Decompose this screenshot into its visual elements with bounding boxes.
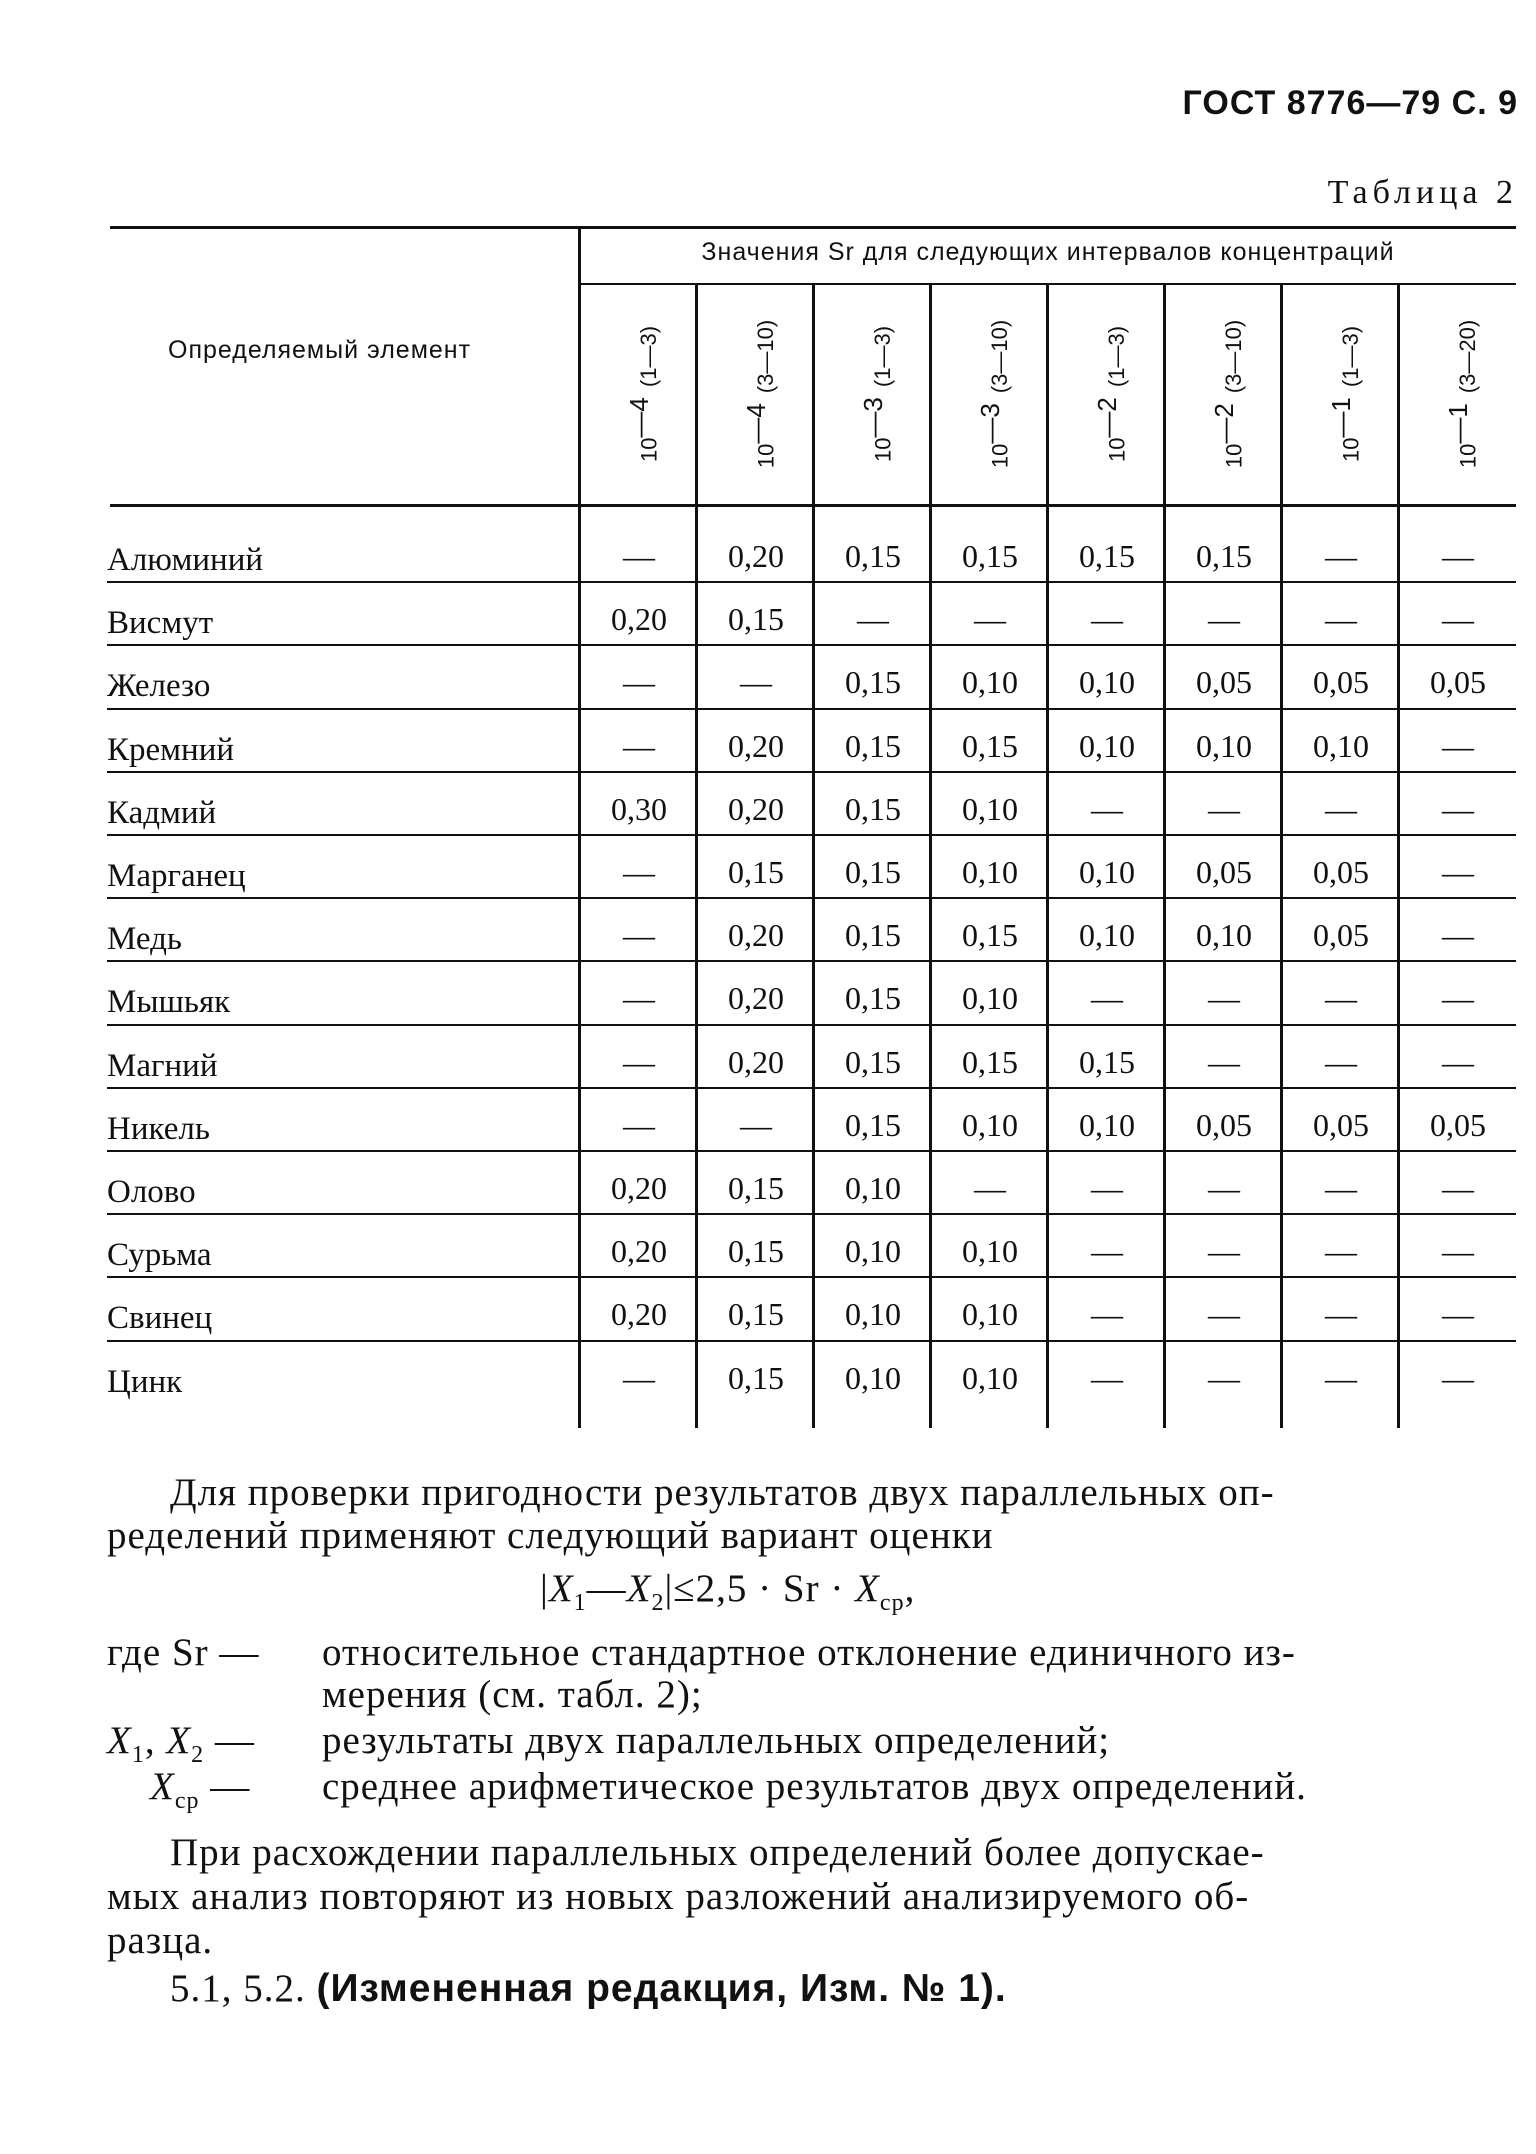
sr-value-cell: 0,20 [611, 1170, 667, 1206]
sr-value-cell: 0,15 [962, 727, 1018, 764]
sr-value-cell: — [623, 1106, 655, 1143]
sr-value-cell: 0,10 [1079, 727, 1135, 764]
sr-value-cell: 0,10 [845, 1233, 901, 1270]
row-separator [107, 1213, 1516, 1215]
sr-value-cell: — [1442, 1233, 1474, 1270]
definition-xcp-text: среднее арифметическое результатов двух определений. [322, 1765, 1307, 1808]
sr-value-cell: — [1325, 1233, 1357, 1270]
sr-value-cell: 0,15 [845, 664, 901, 701]
sr-value-cell: — [1091, 1296, 1123, 1333]
sr-value-cell: 0,20 [728, 538, 784, 574]
sr-value-cell: 0,15 [728, 854, 784, 890]
column-divider [1163, 285, 1166, 1428]
row-separator [107, 834, 1516, 836]
sr-value-cell: 0,15 [728, 601, 784, 638]
sr-value-cell: — [1208, 1170, 1240, 1206]
sr-value-cell: — [1091, 1359, 1123, 1396]
row-separator [107, 581, 1516, 583]
sr-value-cell: 0,20 [728, 727, 784, 764]
sr-value-cell: — [1442, 854, 1474, 890]
sr-value-cell: 0,15 [845, 538, 901, 574]
sr-value-cell: — [1442, 917, 1474, 954]
sr-value-cell: 0,20 [611, 1233, 667, 1270]
element-name: Сурьма [107, 1237, 212, 1274]
sr-value-cell: 0,15 [845, 727, 901, 764]
sr-value-cell: 0,05 [1196, 854, 1252, 890]
column-divider [1280, 285, 1283, 1428]
row-separator [107, 1087, 1516, 1089]
sr-value-cell: 0,10 [1079, 664, 1135, 701]
table-title: Таблица 2 [1327, 174, 1518, 211]
sr-value-cell: 0,15 [845, 854, 901, 890]
element-name: Кремний [107, 731, 235, 768]
amendment-note: 5.1, 5.2. (Измененная редакция, Изм. № 1). [170, 1967, 1007, 2010]
sr-value-cell: 0,10 [1196, 727, 1252, 764]
element-column-divider [578, 228, 581, 1428]
sr-value-cell: — [623, 854, 655, 890]
sr-value-cell: — [740, 664, 772, 701]
sr-value-cell: — [1091, 980, 1123, 1017]
sr-value-cell: 0,10 [962, 1106, 1018, 1143]
sr-value-cell: 0,05 [1196, 1106, 1252, 1143]
sr-value-cell: — [1325, 790, 1357, 827]
document-header: ГОСТ 8776—79 С. 9 [1182, 84, 1518, 122]
definition-x1-x2: $X_1$, $X_2$ — [107, 1719, 255, 1768]
sr-value-cell: 0,10 [1079, 917, 1135, 954]
sr-value-cell: 0,15 [962, 1043, 1018, 1080]
sr-value-cell: 0,20 [611, 1296, 667, 1333]
row-separator [107, 644, 1516, 646]
row-separator [107, 1024, 1516, 1026]
sr-value-cell: 0,10 [1079, 854, 1135, 890]
sr-value-cell: — [1442, 601, 1474, 638]
sr-value-cell: — [1442, 1170, 1474, 1206]
definition-x1-x2-text: результаты двух параллельных определений; [322, 1719, 1111, 1762]
sr-value-cell: 0,10 [962, 854, 1018, 890]
paragraph-1-line-1: Для проверки пригодности результатов двух параллельных оп- [170, 1471, 1275, 1514]
sr-value-cell: 0,10 [845, 1359, 901, 1396]
sr-value-cell: 0,20 [728, 917, 784, 954]
sr-value-cell: — [740, 1106, 772, 1143]
sr-value-cell: — [1325, 1296, 1357, 1333]
paragraph-1-line-2: ределений применяют следующий вариант оценки [107, 1514, 994, 1557]
sr-value-cell: — [1091, 790, 1123, 827]
concentration-column-header: $10^{—4}(1—3)$ [623, 325, 661, 463]
sr-value-cell: — [1442, 1296, 1474, 1333]
sr-value-cell: — [857, 601, 889, 638]
sr-value-cell: 0,10 [962, 980, 1018, 1017]
sr-value-cell: — [974, 1170, 1006, 1206]
sr-value-cell: — [1091, 1170, 1123, 1206]
sr-value-cell: — [974, 601, 1006, 638]
sr-value-cell: 0,20 [611, 601, 667, 638]
sr-value-cell: — [1091, 601, 1123, 638]
sr-value-cell: — [1208, 601, 1240, 638]
sr-value-cell: — [1208, 1043, 1240, 1080]
sr-value-cell: 0,10 [962, 790, 1018, 827]
element-name: Свинец [107, 1300, 213, 1337]
concentration-column-header: $10^{—1}(1—3)$ [1325, 325, 1363, 463]
column-divider [929, 285, 932, 1428]
element-name: Цинк [107, 1363, 183, 1400]
row-separator [107, 1340, 1516, 1342]
sr-value-cell: 0,05 [1430, 1106, 1486, 1143]
sr-value-cell: — [1208, 790, 1240, 827]
table-top-rule [110, 226, 1516, 229]
sr-value-cell: — [1325, 538, 1357, 574]
element-name: Алюминий [107, 542, 264, 578]
element-name: Никель [107, 1110, 210, 1147]
sr-value-cell: 0,15 [845, 1043, 901, 1080]
definition-sr-label: где Sr — [107, 1631, 260, 1674]
sr-value-cell: 0,15 [845, 980, 901, 1017]
concentration-column-header: $10^{—1}(3—20)$ [1442, 319, 1480, 469]
concentration-column-header: $10^{—2}(1—3)$ [1091, 325, 1129, 463]
element-column-header: Определяемый элемент [168, 336, 472, 364]
concentration-column-header: $10^{—3}(1—3)$ [857, 325, 895, 463]
sr-value-cell: 0,10 [962, 1233, 1018, 1270]
sr-value-cell: — [1442, 727, 1474, 764]
sr-value-cell: — [1325, 980, 1357, 1017]
sr-value-cell: 0,05 [1430, 664, 1486, 701]
sr-value-cell: — [1442, 1043, 1474, 1080]
sr-value-cell: — [1442, 980, 1474, 1017]
paragraph-2-line-3: разца. [107, 1919, 214, 1962]
sr-value-cell: 0,05 [1196, 664, 1252, 701]
element-name: Магний [107, 1047, 218, 1084]
sr-value-cell: 0,20 [728, 790, 784, 827]
sr-value-cell: 0,10 [1196, 917, 1252, 954]
sr-value-cell: — [1442, 790, 1474, 827]
sr-value-cell: 0,15 [845, 790, 901, 827]
sr-value-cell: 0,30 [611, 790, 667, 827]
row-separator [107, 1276, 1516, 1278]
sr-value-cell: — [1325, 1170, 1357, 1206]
column-divider [1046, 285, 1049, 1428]
element-name: Мышьяк [107, 984, 231, 1021]
sr-value-cell: 0,20 [728, 980, 784, 1017]
sr-value-cell: — [623, 1043, 655, 1080]
sr-value-cell: 0,15 [1079, 538, 1135, 574]
sr-value-cell: — [1208, 1296, 1240, 1333]
paragraph-2-line-1: При расхождении параллельных определений более допускае- [170, 1831, 1265, 1874]
sr-value-cell: — [1208, 1359, 1240, 1396]
element-name: Медь [107, 921, 182, 958]
element-name: Олово [107, 1174, 196, 1210]
sr-value-cell: — [1325, 1043, 1357, 1080]
sr-value-cell: 0,15 [962, 538, 1018, 574]
row-separator [107, 897, 1516, 899]
sr-value-cell: — [1442, 1359, 1474, 1396]
element-name: Кадмий [107, 794, 217, 831]
sr-value-cell: 0,10 [1079, 1106, 1135, 1143]
row-separator [107, 960, 1516, 962]
column-divider [812, 285, 815, 1428]
concentration-column-header: $10^{—2}(3—10)$ [1208, 319, 1246, 469]
sr-value-cell: 0,10 [845, 1170, 901, 1206]
concentration-column-header: $10^{—4}(3—10)$ [740, 319, 778, 469]
sr-value-cell: 0,15 [845, 1106, 901, 1143]
sr-value-cell: 0,05 [1313, 917, 1369, 954]
row-separator [107, 708, 1516, 710]
sr-value-cell: 0,15 [728, 1296, 784, 1333]
row-separator [107, 771, 1516, 773]
formula: $|X_1—X_2|\le 2,5 \cdot Sr \cdot X_{ср}$, [540, 1567, 916, 1616]
sr-value-cell: 0,05 [1313, 664, 1369, 701]
column-divider [1397, 285, 1400, 1428]
sr-value-cell: 0,10 [1313, 727, 1369, 764]
sr-value-cell: — [623, 538, 655, 574]
sr-value-cell: 0,15 [728, 1170, 784, 1206]
sr-value-cell: — [1208, 1233, 1240, 1270]
sr-value-cell: 0,10 [962, 664, 1018, 701]
sr-value-cell: — [1442, 538, 1474, 574]
sr-value-cell: — [1208, 980, 1240, 1017]
sr-value-cell: 0,15 [728, 1359, 784, 1396]
sr-value-cell: 0,10 [845, 1296, 901, 1333]
element-name: Висмут [107, 605, 214, 642]
sr-value-cell: — [623, 727, 655, 764]
sr-value-cell: 0,10 [962, 1296, 1018, 1333]
sr-value-cell: 0,05 [1313, 854, 1369, 890]
sr-value-cell: 0,15 [1079, 1043, 1135, 1080]
sr-value-cell: — [623, 980, 655, 1017]
sr-value-cell: 0,20 [728, 1043, 784, 1080]
sr-value-cell: 0,15 [1196, 538, 1252, 574]
definition-sr-line-2: мерения (см. табл. 2); [322, 1673, 703, 1716]
sr-value-cell: — [1091, 1233, 1123, 1270]
definition-xcp: $X_{ср}$ — [150, 1765, 251, 1814]
sr-value-cell: — [623, 917, 655, 954]
sr-value-cell: — [623, 664, 655, 701]
paragraph-2-line-2: мых анализ повторяют из новых разложений анализируемого об- [107, 1875, 1250, 1918]
element-name: Марганец [107, 858, 246, 894]
sr-value-cell: 0,15 [728, 1233, 784, 1270]
sr-value-cell: 0,05 [1313, 1106, 1369, 1143]
sr-value-cell: 0,15 [962, 917, 1018, 954]
sr-value-cell: — [623, 1359, 655, 1396]
concentration-column-header: $10^{—3}(3—10)$ [974, 319, 1012, 469]
sr-value-cell: — [1325, 601, 1357, 638]
element-name: Железо [107, 668, 211, 705]
sr-value-cell: — [1325, 1359, 1357, 1396]
row-separator [107, 1150, 1516, 1152]
sr-value-cell: 0,10 [962, 1359, 1018, 1396]
column-divider [695, 285, 698, 1428]
sr-value-cell: 0,15 [845, 917, 901, 954]
definition-sr-line-1: относительное стандартное отклонение единичного из- [322, 1631, 1296, 1674]
concentration-group-header: Значения Sr для следующих интервалов концентраций [701, 238, 1395, 266]
